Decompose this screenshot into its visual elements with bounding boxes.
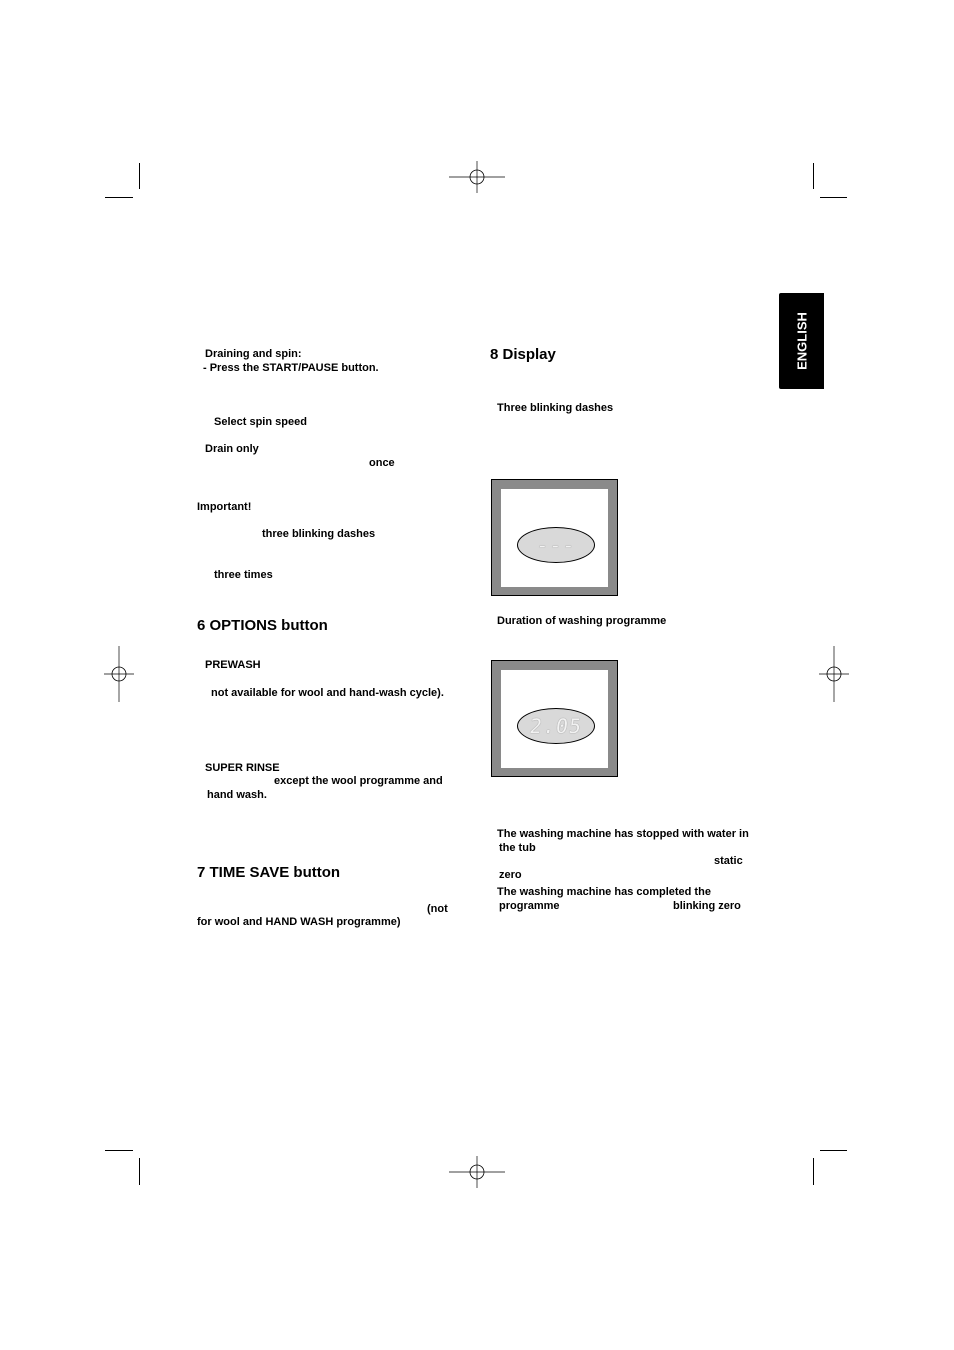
three-blinking-dashes-label: Three blinking dashes [497,402,614,414]
drain-spin-heading: Draining and spin: [205,348,302,360]
zero-text: zero [499,869,522,881]
prewash-label: PREWASH [205,659,261,671]
display-panel [501,489,608,587]
language-tab [779,293,824,389]
time-save-note: for wool and HAND WASH programme) [197,916,401,928]
three-blinking-dashes-text: three blinking dashes [262,528,376,540]
blinking-zero-text: blinking zero [673,900,741,912]
options-button-heading: 6 OPTIONS button [197,617,328,634]
crop-mark [820,1150,847,1151]
crop-mark [813,163,814,189]
display-illustration-duration [491,660,618,777]
static-text: static [714,855,743,867]
crop-mark [105,1150,133,1151]
crop-mark [820,197,847,198]
crop-mark [813,1158,814,1185]
three-times-text: three times [214,569,273,581]
drain-only: Drain only [205,443,259,455]
programme-text: programme [499,900,560,912]
select-spin-speed: Select spin speed [214,416,307,428]
duration-label: Duration of washing programme [497,615,667,627]
display-screen [517,527,595,563]
registration-mark-icon [104,646,134,702]
super-rinse-note-cont: hand wash. [207,789,267,801]
registration-mark-icon [819,646,849,702]
display-panel [501,670,608,768]
time-save-heading: 7 TIME SAVE button [197,864,341,881]
time-save-not: (not [427,903,448,915]
display-readout: 2.05 [528,714,584,738]
completed-text: The washing machine has completed the [497,886,711,898]
stopped-water-text: The washing machine has stopped with water in [497,828,749,840]
language-tab-label: ENGLISH [794,312,809,370]
stopped-water-text-cont: the tub [499,842,536,854]
display-illustration-dashes [491,479,618,596]
drain-press-instruction: - Press the START/PAUSE button. [203,362,379,374]
registration-mark-icon [449,1156,505,1188]
crop-mark [139,1158,140,1185]
super-rinse-note: except the wool programme and [274,775,443,787]
important-label: Important! [197,501,252,513]
display-screen [517,708,595,744]
display-readout: --- [534,533,578,557]
once-text: once [369,457,395,469]
display-heading: 8 Display [490,346,556,363]
registration-mark-icon [449,161,505,193]
prewash-note: not available for wool and hand-wash cycle). [211,687,444,699]
super-rinse-label: SUPER RINSE [205,762,280,774]
crop-mark [105,197,133,198]
crop-mark [139,163,140,189]
